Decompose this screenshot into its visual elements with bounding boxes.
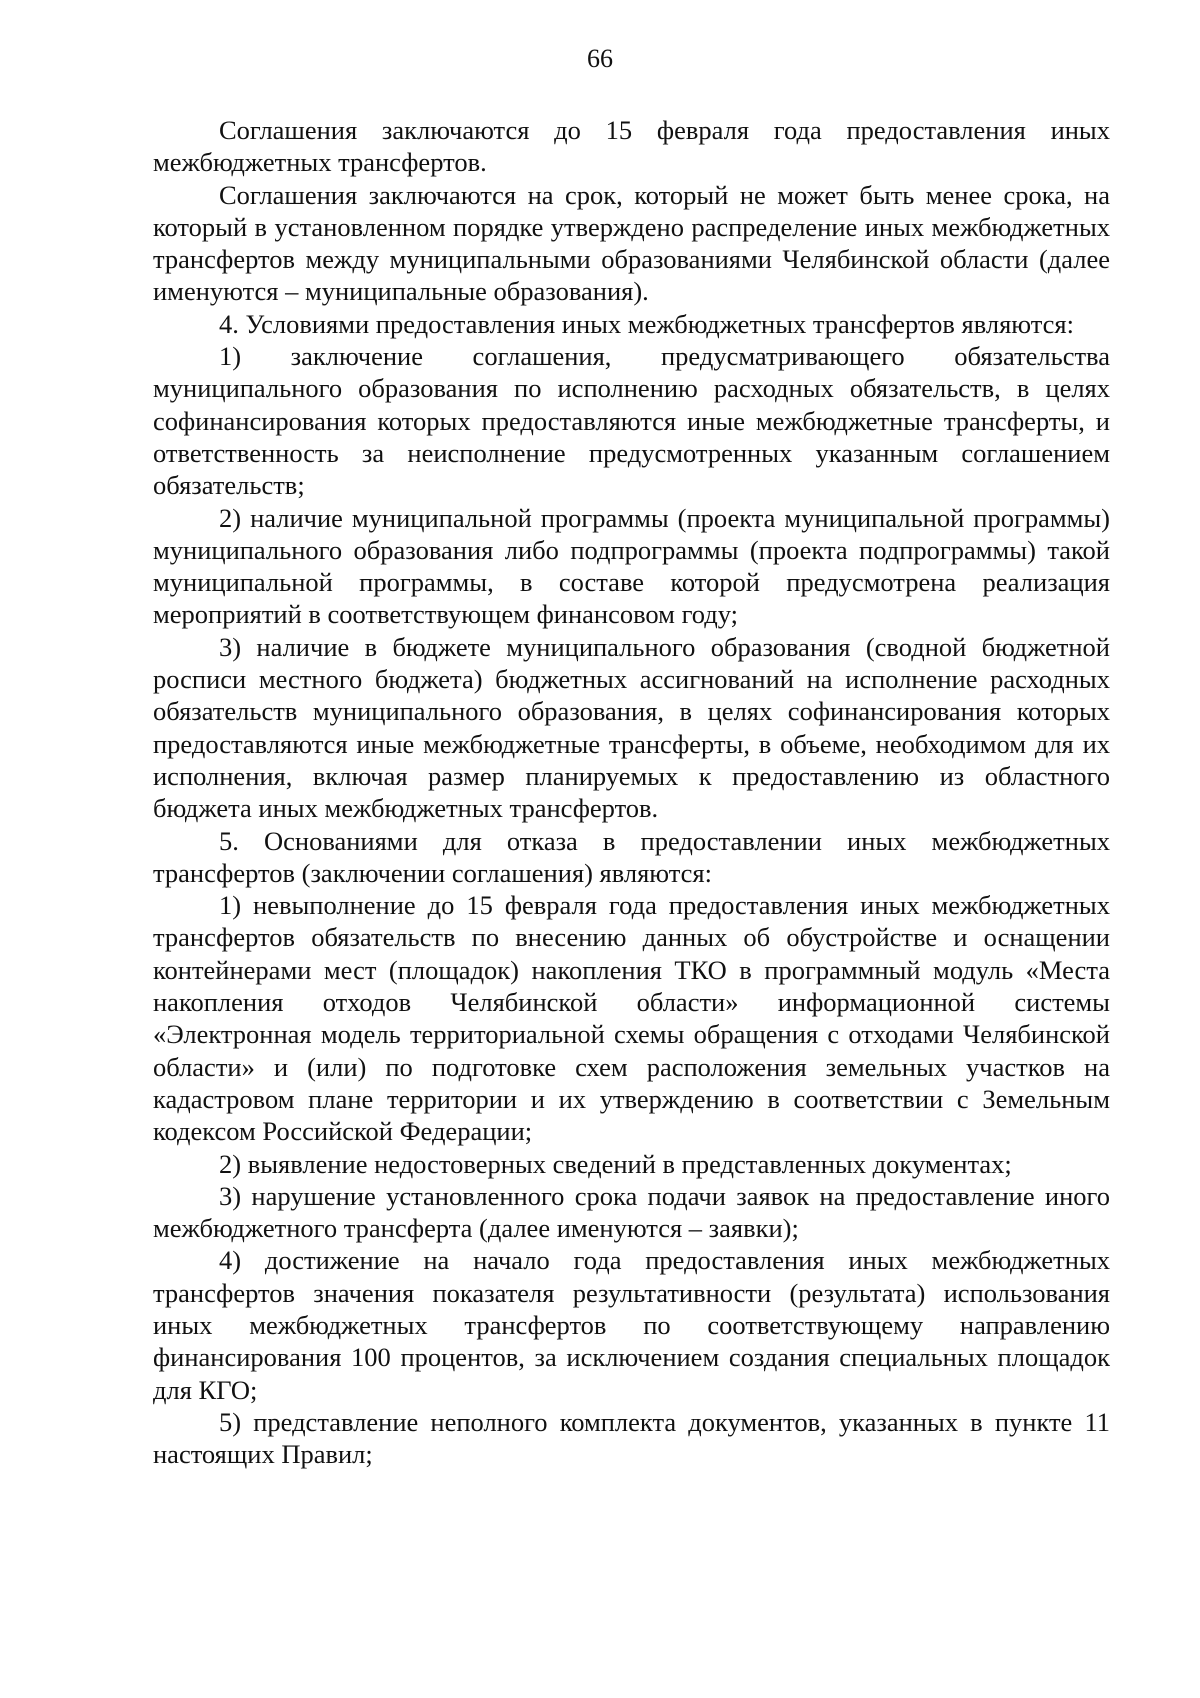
paragraph-agreement-deadline: Соглашения заключаются до 15 февраля года предоставления иных межбюджетных трансфертов.: [153, 115, 1110, 178]
paragraph-condition-3: 3) наличие в бюджете муниципального образования (сводной бюджетной росписи местного бюджета) бюджетных ассигнований на исполнение расходных обязательств муниципального образования, в целях софинансирования которых предоставляются иные межбюджетные трансферты, в объеме, необходимом для их исполнения, включая размер планируемых к предоставлению из областного бюджета иных межбюджетных трансфертов.: [153, 631, 1110, 824]
document-body: [153, 114, 1110, 1470]
paragraph-refusal-5: 5) представление неполного комплекта документов, указанных в пункте 11 настоящих Правил;: [153, 1406, 1110, 1470]
paragraph-refusal-1: 1) невыполнение до 15 февраля года предоставления иных межбюджетных трансфертов обязательств по внесению данных об обустройстве и оснащении контейнерами мест (площадок) накопления ТКО в программный модуль «Места накопления отходов Челябинской области» информационной системы «Электронная модель территориальной схемы обращения с отходами Челябинской области» и (или) по подготовке схем расположения земельных участков на кадастровом плане территории и их утверждению в соответствии с Земельным кодексом Российской Федерации;: [153, 890, 1110, 1147]
paragraph-refusal-2: 2) выявление недостоверных сведений в представленных документах;: [219, 1148, 1012, 1179]
paragraph-agreement-term: Соглашения заключаются на срок, который не может быть менее срока, на который в установленном порядке утверждено распределение иных межбюджетных трансфертов между муниципальными образованиями Челябинской области (далее именуются – муниципальные образования).: [153, 179, 1110, 307]
paragraph-condition-2: 2) наличие муниципальной программы (проекта муниципальной программы) муниципального образования либо подпрограммы (проекта подпрограммы) такой муниципальной программы, в составе которой предусмотрена реализация мероприятий в соответствующем финансовом году;: [153, 502, 1110, 630]
paragraph-refusal-4: 4) достижение на начало года предоставления иных межбюджетных трансфертов значения показателя результативности (результата) использования иных межбюджетных трансфертов по соответствующему направлению финансирования 100 процентов, за исключением создания специальных площадок для КГО;: [153, 1245, 1110, 1405]
paragraph-refusal-3: 3) нарушение установленного срока подачи заявок на предоставление иного межбюджетного трансферта (далее именуются – заявки);: [153, 1180, 1110, 1244]
paragraph-section-4-conditions: 4. Условиями предоставления иных межбюджетных трансфертов являются:: [219, 308, 1074, 339]
page-number: 66: [587, 44, 613, 73]
paragraph-section-5-refusal: 5. Основаниями для отказа в предоставлении иных межбюджетных трансфертов (заключении соглашения) являются:: [153, 825, 1110, 888]
paragraph-condition-1: 1) заключение соглашения, предусматривающего обязательства муниципального образования по исполнению расходных обязательств, в целях софинансирования которых предоставляются иные межбюджетные трансферты, и ответственность за неисполнение предусмотренных указанным соглашением обязательств;: [153, 341, 1110, 501]
